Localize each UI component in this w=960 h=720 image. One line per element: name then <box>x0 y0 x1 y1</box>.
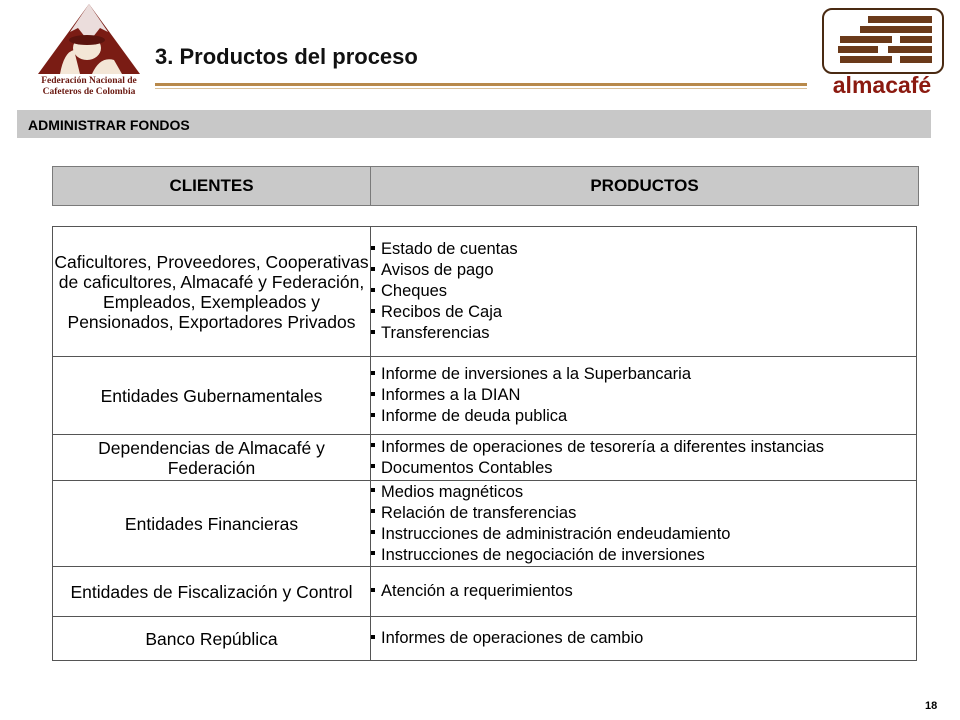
fnc-logo-text: Federación Nacional de Cafeteros de Colombia <box>41 76 137 97</box>
bullet-icon <box>371 464 375 468</box>
bullet-icon <box>371 413 375 417</box>
table-row <box>53 617 917 661</box>
products-cell <box>371 227 917 357</box>
product-item <box>371 260 916 281</box>
almacafe-emblem <box>822 8 944 74</box>
product-text: Avisos de pago <box>381 261 494 279</box>
table-row <box>53 357 917 435</box>
product-item <box>371 524 916 545</box>
products-cell <box>371 435 917 481</box>
product-text: Informes a la DIAN <box>381 386 521 404</box>
table-row <box>53 435 917 481</box>
product-item <box>371 581 916 602</box>
bullet-icon <box>371 330 375 334</box>
product-text: Estado de cuentas <box>381 240 518 258</box>
product-text: Recibos de Caja <box>381 303 503 321</box>
products-cell <box>371 481 917 567</box>
fnc-mountain-icon <box>30 2 148 82</box>
bullet-icon <box>371 246 375 250</box>
product-text: Transferencias <box>381 324 490 342</box>
fnc-logo <box>30 2 148 102</box>
bullet-icon <box>371 488 375 492</box>
client-cell: Entidades Gubernamentales <box>53 357 371 435</box>
product-item <box>371 545 916 566</box>
section-label: ADMINISTRAR FONDOS <box>28 117 190 133</box>
bullet-icon <box>371 309 375 313</box>
products-cell <box>371 567 917 617</box>
product-item <box>371 364 916 385</box>
page-number: 18 <box>925 700 938 712</box>
client-cell: Entidades de Fiscalización y Control <box>53 567 371 617</box>
product-text: Atención a requerimientos <box>381 582 573 600</box>
almacafe-wordmark: almacafé <box>832 72 932 98</box>
product-item <box>371 406 916 427</box>
product-text: Informe de deuda publica <box>381 407 568 425</box>
section-bar <box>17 110 931 138</box>
bullet-icon <box>371 588 375 592</box>
page-title: 3. Productos del proceso <box>155 44 418 69</box>
table-row <box>53 567 917 617</box>
bullet-icon <box>371 551 375 555</box>
bullet-icon <box>371 392 375 396</box>
title-rule <box>155 83 807 86</box>
table-row <box>53 227 917 357</box>
bullet-icon <box>371 530 375 534</box>
clients-products-table <box>52 226 917 661</box>
bullet-icon <box>371 371 375 375</box>
product-text: Relación de transferencias <box>381 503 577 522</box>
bullet-icon <box>371 635 375 639</box>
bullet-icon <box>371 509 375 513</box>
client-cell: Entidades Financieras <box>53 481 371 567</box>
client-cell: Dependencias de Almacafé y Federación <box>53 435 371 481</box>
product-text: Medios magnéticos <box>381 482 524 501</box>
title-rule-thin <box>155 88 807 89</box>
header-clients: CLIENTES <box>53 167 371 205</box>
product-item <box>371 239 916 260</box>
product-item <box>371 281 916 302</box>
almacafe-stripes-icon <box>834 14 934 70</box>
almacafe-logo <box>818 6 946 102</box>
product-item <box>371 482 916 503</box>
product-item <box>371 385 916 406</box>
bullet-icon <box>371 267 375 271</box>
product-text: Instrucciones de administración endeudamiento <box>381 524 731 543</box>
product-text: Informes de operaciones de cambio <box>381 629 644 647</box>
product-item <box>371 503 916 524</box>
header-products: PRODUCTOS <box>590 176 699 195</box>
product-item <box>371 458 916 479</box>
products-cell <box>371 617 917 661</box>
client-cell: Banco República <box>53 617 371 661</box>
bullet-icon <box>371 443 375 447</box>
client-cell: Caficultores, Proveedores, Cooperativas de caficultores, Almacafé y Federación, Empleados, Exempleados y Pensionados, Exportadores Privados <box>53 227 371 357</box>
table-header <box>52 166 919 206</box>
products-cell <box>371 357 917 435</box>
bullet-icon <box>371 288 375 292</box>
product-item <box>371 437 916 458</box>
product-item <box>371 323 916 344</box>
product-text: Cheques <box>381 282 448 300</box>
product-item <box>371 628 916 649</box>
product-item <box>371 302 916 323</box>
product-text: Informes de operaciones de tesorería a diferentes instancias <box>381 437 825 456</box>
table-row <box>53 481 917 567</box>
product-text: Instrucciones de negociación de inversiones <box>381 545 705 564</box>
product-text: Documentos Contables <box>381 458 553 477</box>
product-text: Informe de inversiones a la Superbancaria <box>381 365 692 383</box>
